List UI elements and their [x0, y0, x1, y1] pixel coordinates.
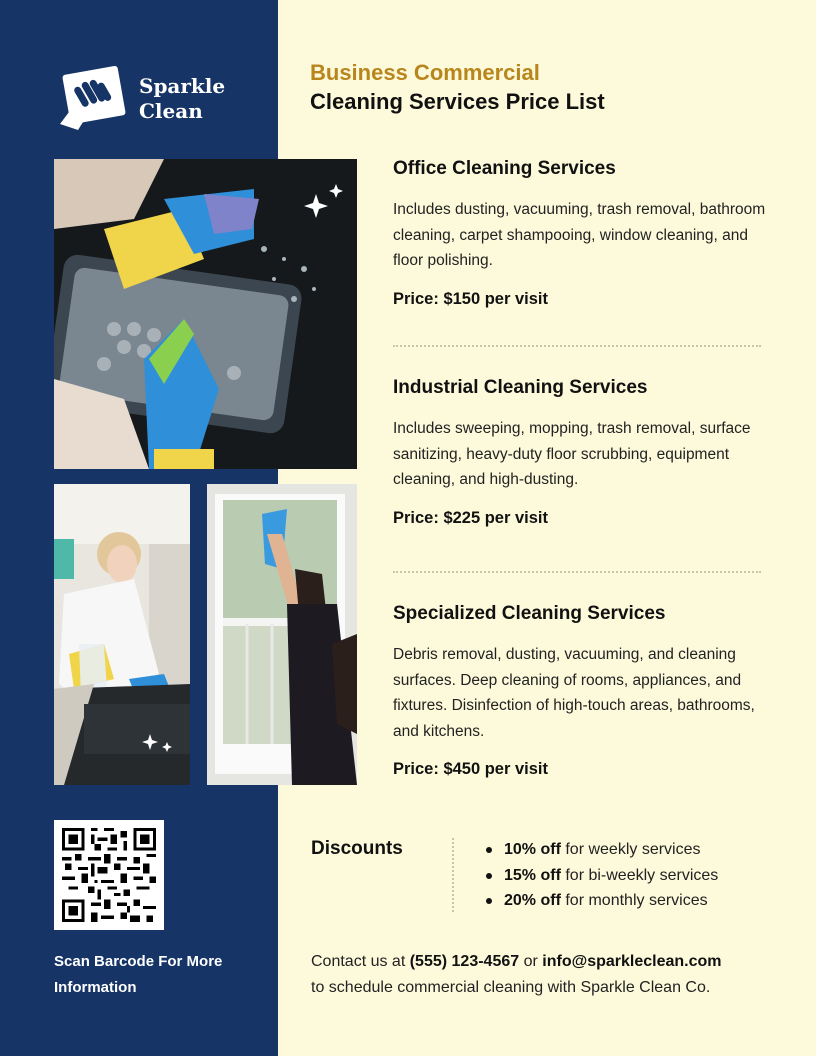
discounts-heading: Discounts	[311, 838, 403, 859]
discount-item	[486, 863, 718, 889]
service-description: Includes dusting, vacuuming, trash removal, bathroom cleaning, carpet shampooing, window cleaning, and floor polishing.	[393, 201, 766, 269]
service-title: Industrial Cleaning Services	[393, 377, 648, 398]
service-price: Price: $225 per visit	[393, 508, 549, 527]
service-description: Debris removal, dusting, vacuuming, and cleaning surfaces. Deep cleaning of rooms, appliances, and fixtures. Disinfection of high-touch areas, bathrooms, and kitchens.	[393, 646, 755, 740]
contact-suffix: to schedule commercial cleaning with Sparkle Clean Co.	[311, 979, 711, 996]
contact-middle: or	[519, 953, 543, 970]
contact-email[interactable]: info@sparkleclean.com	[542, 953, 722, 970]
photo-window-cleaning	[207, 484, 357, 785]
brand-logo	[58, 64, 228, 136]
brand-name	[139, 74, 225, 124]
page-title-line2: Cleaning Services Price List	[310, 89, 605, 114]
service-title: Specialized Cleaning Services	[393, 603, 666, 624]
discount-amount: 10% off	[504, 841, 561, 858]
discount-text: for weekly services	[560, 841, 701, 858]
service-title: Office Cleaning Services	[393, 158, 616, 179]
contact-phone[interactable]: (555) 123-4567	[409, 953, 520, 970]
brand-name-line1: Sparkle	[139, 74, 226, 98]
page-title-line1: Business Commercial	[310, 60, 540, 85]
discount-item	[486, 888, 718, 914]
section-divider	[393, 571, 761, 573]
photo-oven-cleaning	[54, 159, 357, 469]
discount-amount: 15% off	[504, 866, 561, 884]
service-price: Price: $150 per visit	[393, 289, 549, 308]
qr-caption: Scan Barcode For More Information	[54, 953, 223, 996]
section-divider	[393, 345, 761, 347]
service-price: Price: $450 per visit	[393, 760, 549, 778]
service-specialized	[393, 602, 768, 779]
service-office	[393, 157, 768, 309]
discount-item	[486, 837, 718, 863]
discounts-divider	[452, 838, 454, 912]
discount-text: for bi-weekly services	[560, 866, 719, 884]
discount-amount: 20% off	[504, 892, 561, 909]
photo-stove-cleaning	[54, 484, 190, 785]
service-industrial	[393, 376, 768, 528]
discount-text: for monthly services	[560, 892, 708, 909]
discounts-list	[486, 837, 718, 914]
brand-name-line2: Clean	[139, 99, 203, 123]
qr-code-icon	[62, 828, 156, 922]
cleaning-hand-logo-icon	[58, 64, 128, 134]
qr-code[interactable]	[54, 820, 164, 930]
contact-info	[311, 949, 781, 1001]
service-description: Includes sweeping, mopping, trash removal, surface sanitizing, heavy-duty floor scrubbing, equipment cleaning, and high-dusting.	[393, 420, 751, 488]
contact-prefix: Contact us at	[311, 953, 410, 970]
